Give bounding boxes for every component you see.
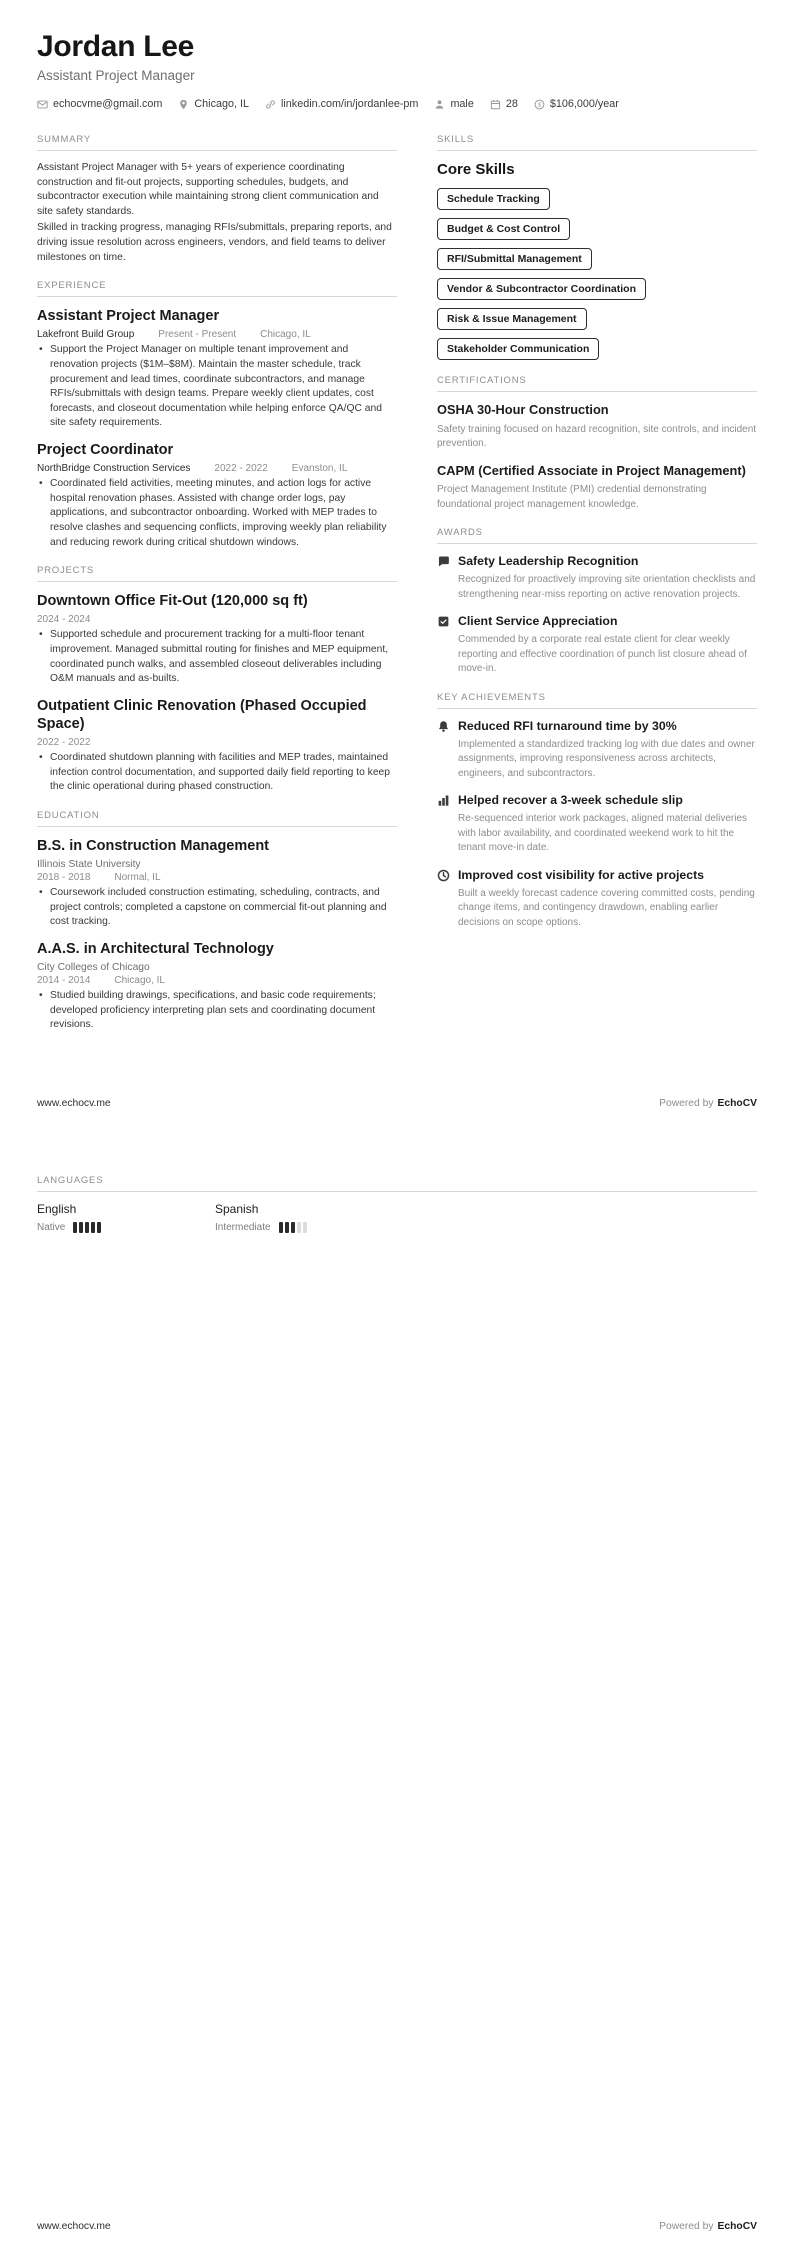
person-job-title: Assistant Project Manager (37, 68, 195, 83)
achievement-item (437, 719, 757, 781)
education-location: Chicago, IL (114, 974, 165, 986)
certification-item (437, 402, 757, 452)
language-level-bar (79, 1222, 83, 1233)
clock-icon (437, 868, 450, 882)
project-dates: 2024 - 2024 (37, 614, 91, 626)
summary-paragraph: Assistant Project Manager with 5+ years of experience coordinating construction and fit-out projects, supporting schedules, budgets, and subcontractor execution while maintaining strong client communication and site safety standards. (37, 162, 379, 217)
bell-icon (437, 719, 450, 733)
education-item (37, 837, 397, 930)
project-dates: 2022 - 2022 (37, 737, 91, 749)
achievement-item (437, 868, 757, 930)
certification-name: OSHA 30-Hour Construction (437, 402, 609, 417)
person-icon (434, 99, 445, 110)
contact-gender (434, 98, 473, 110)
experience-dates: Present - Present (158, 329, 237, 341)
contact-age (490, 98, 518, 110)
skill-pill: Budget & Cost Control (437, 218, 570, 240)
education-location: Normal, IL (114, 871, 161, 883)
contact-linkedin[interactable] (265, 98, 418, 110)
language-level-bar (73, 1222, 77, 1233)
award-description: Commended by a corporate real estate client for clear weekly reporting and effective coordination of punch list closure ahead of move-in. (458, 634, 747, 675)
education-bullet: • Coursework included construction estimating, scheduling, contracts, and project controls; completed a capstone on commercial fit-out planning and cost tracking. (50, 886, 397, 930)
section-label-languages: LANGUAGES (37, 1175, 757, 1192)
page-2 (0, 1123, 794, 2246)
location-icon (178, 99, 189, 110)
language-item (215, 1202, 393, 1233)
experience-dates: 2022 - 2022 (214, 463, 268, 475)
language-level-bar (291, 1222, 295, 1233)
section-certifications (437, 375, 757, 512)
email-icon (37, 99, 48, 110)
contact-linkedin-text: linkedin.com/in/jordanlee-pm (281, 98, 419, 110)
language-level-bar (85, 1222, 89, 1233)
footer-website-link[interactable]: www.echocv.me (37, 1098, 111, 1109)
education-degree: A.A.S. in Architectural Technology (37, 940, 274, 957)
page-footer (37, 1098, 757, 1109)
education-dates: 2014 - 2014 (37, 974, 91, 986)
language-level-bars (279, 1222, 307, 1233)
education-meta (37, 975, 397, 986)
section-summary (37, 134, 397, 265)
education-degree: B.S. in Construction Management (37, 837, 270, 854)
section-label-experience: EXPERIENCE (37, 280, 397, 297)
project-item (37, 697, 397, 795)
badge-icon (437, 614, 450, 628)
section-projects (37, 565, 397, 795)
project-bullet: • Coordinated shutdown planning with facilities and MEP trades, maintained infection control documentation, and supported daily field reporting to keep the clinic operational during phased construction. (50, 751, 397, 795)
education-school: Illinois State University (37, 858, 141, 870)
experience-location: Chicago, IL (260, 329, 311, 341)
project-item (37, 592, 397, 687)
powered-by (659, 1098, 757, 1109)
language-level-bar (97, 1222, 101, 1233)
right-column (437, 134, 757, 1048)
award-item (437, 554, 757, 602)
section-awards (437, 527, 757, 676)
link-icon (265, 99, 276, 110)
two-column-body (37, 134, 757, 1048)
certification-description: Project Management Institute (PMI) credential demonstrating foundational project management knowledge. (437, 484, 707, 510)
contact-age-text: 28 (505, 98, 518, 110)
contact-email[interactable] (37, 98, 162, 110)
section-key-achievements (437, 692, 757, 930)
language-level-bar (91, 1222, 95, 1233)
experience-bullet: • Coordinated field activities, meeting minutes, and action logs for active hospital renovation phases. Assisted with change order logs, pay applications, and subcontractor onboarding. Worked with MEP trades to resolve clashes and sequencing conflicts, improving weekly plan reliability and reducing rework during critical shutdown windows. (50, 477, 397, 550)
achievement-description: Built a weekly forecast cadence covering committed costs, pending change items, and contingency drawdown, enabling earlier decisions on scope options. (458, 887, 755, 928)
skill-pill: Stakeholder Communication (437, 338, 599, 360)
language-level-bar (297, 1222, 301, 1233)
skill-pill: Risk & Issue Management (437, 308, 587, 330)
language-level-label: Intermediate (215, 1222, 271, 1233)
experience-company: Lakefront Build Group (37, 329, 135, 341)
language-level-bar (279, 1222, 283, 1233)
summary-paragraph: Skilled in tracking progress, managing RFIs/submittals, preparing reports, and driving issue resolution across engineers, vendors, and field teams to deliver milestones on time. (37, 222, 392, 263)
contact-gender-text: male (450, 98, 474, 110)
experience-company: NorthBridge Construction Services (37, 463, 191, 475)
experience-item (37, 307, 397, 431)
section-label-key-achievements: KEY ACHIEVEMENTS (437, 692, 757, 709)
experience-role: Assistant Project Manager (37, 308, 220, 325)
salary-icon (534, 99, 545, 110)
achievement-description: Re-sequenced interior work packages, aligned material deliveries with labor availability, and coordinated weekend work to hit the tenant move-in date. (458, 813, 748, 854)
calendar-icon (490, 99, 501, 110)
experience-bullet: • Support the Project Manager on multiple tenant improvement and renovation projects ($1M–$8M). Maintain the master schedule, track procurement and lead times, coordinate subcontractors, and manage RFIs/submittals with design teams. Prepare weekly client updates, cost forecasts, and closeout documentation while helping enforce QA/QC and site safety requirements. (50, 343, 397, 431)
achievement-title: Helped recover a 3-week schedule slip (458, 793, 683, 808)
certification-description: Safety training focused on hazard recognition, site controls, and incident prevention. (437, 423, 757, 450)
language-level-bar (285, 1222, 289, 1233)
education-school: City Colleges of Chicago (37, 961, 150, 973)
resume-header (37, 30, 757, 110)
contact-email-text: echocvme@gmail.com (53, 98, 163, 110)
education-dates: 2018 - 2018 (37, 871, 91, 883)
experience-location: Evanston, IL (291, 463, 348, 475)
education-bullet: • Studied building drawings, specifications, and basic code requirements; developed proficiency interpreting plan sets and coordinating document revisions. (50, 989, 397, 1033)
powered-by-text: Powered by (659, 1098, 714, 1109)
achievement-title: Reduced RFI turnaround time by 30% (458, 718, 677, 733)
skill-pill: RFI/Submittal Management (437, 248, 592, 270)
experience-role: Project Coordinator (37, 442, 174, 459)
experience-item (37, 441, 397, 550)
award-description: Recognized for proactively improving site orientation checklists and strengthening near-miss reporting on active renovation projects. (458, 574, 756, 600)
skill-pill: Vendor & Subcontractor Coordination (437, 278, 646, 300)
brand-name: EchoCV (717, 2221, 757, 2232)
powered-by (659, 2221, 757, 2232)
skill-pill: Schedule Tracking (437, 188, 550, 210)
comment-icon (437, 554, 450, 568)
contact-salary-text: $106,000/year (549, 98, 619, 110)
contact-row (37, 98, 757, 110)
language-level-label: Native (37, 1222, 66, 1233)
left-column (37, 134, 397, 1048)
svg-text:$: $ (537, 102, 541, 109)
powered-by-text: Powered by (659, 2221, 714, 2232)
brand-name: EchoCV (717, 1098, 757, 1109)
section-experience (37, 280, 397, 550)
contact-salary (534, 98, 619, 110)
certification-item (437, 463, 757, 513)
language-item (37, 1202, 215, 1233)
project-bullet: • Supported schedule and procurement tracking for a multi-floor tenant improvement. Managed submittal routing for finishes and MEP equipment, coordinated punch walks, and assembled closeout deliverables including O&M manuals and as-builts. (50, 628, 397, 686)
section-label-summary: SUMMARY (37, 134, 397, 151)
section-label-projects: PROJECTS (37, 565, 397, 582)
page-footer (37, 2221, 757, 2232)
project-title: Downtown Office Fit-Out (120,000 sq ft) (37, 593, 308, 610)
language-name: Spanish (215, 1202, 259, 1216)
contact-location (178, 98, 249, 110)
section-label-education: EDUCATION (37, 810, 397, 827)
experience-meta (37, 329, 397, 340)
achievement-description: Implemented a standardized tracking log with due dates and owner assignments, improving responsiveness across architects, engineers, and subcontractors. (458, 738, 755, 779)
section-label-awards: AWARDS (437, 527, 757, 544)
language-name: English (37, 1202, 77, 1216)
language-level-bars (73, 1222, 101, 1233)
education-item (37, 940, 397, 1033)
bar-chart-icon (437, 793, 450, 807)
language-level-bar (303, 1222, 307, 1233)
person-name: Jordan Lee (37, 30, 195, 63)
skills-group-title: Core Skills (437, 161, 515, 178)
section-languages (37, 1175, 757, 1233)
certification-name: CAPM (Certified Associate in Project Management) (437, 462, 746, 478)
project-title: Outpatient Clinic Renovation (Phased Occupied Space) (37, 697, 367, 732)
award-title: Safety Leadership Recognition (458, 554, 639, 569)
footer-website-link[interactable]: www.echocv.me (37, 2221, 111, 2232)
experience-meta (37, 463, 397, 474)
award-item (437, 614, 757, 676)
section-label-certifications: CERTIFICATIONS (437, 375, 757, 392)
section-label-skills: SKILLS (437, 134, 757, 151)
section-education (37, 810, 397, 1033)
achievement-item (437, 793, 757, 855)
contact-location-text: Chicago, IL (194, 98, 249, 110)
award-title: Client Service Appreciation (458, 614, 618, 629)
achievement-title: Improved cost visibility for active projects (458, 867, 705, 882)
section-skills (437, 134, 757, 360)
education-meta (37, 872, 397, 883)
